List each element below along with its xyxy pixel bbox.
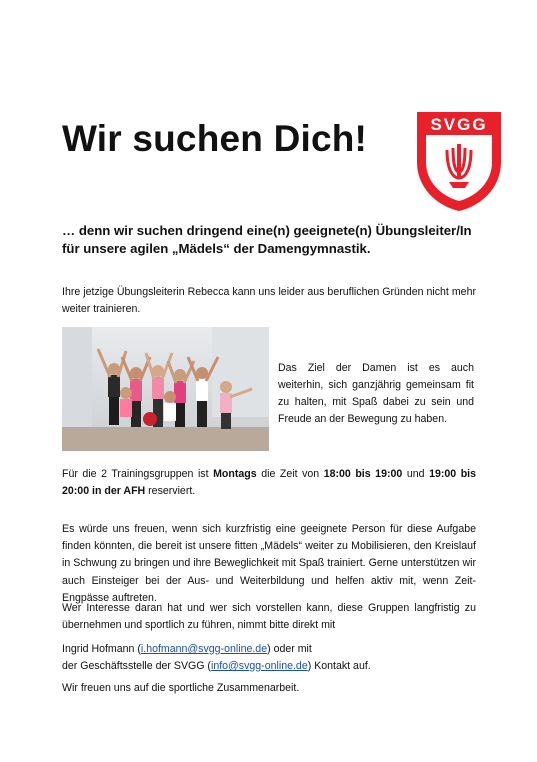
email-link-info[interactable]: info@svgg-online.de — [210, 660, 308, 672]
closing-line: Wir freuen uns auf die sportliche Zusammenarbeit. — [62, 682, 300, 694]
logo-top-text: SVGG — [430, 115, 488, 134]
email-link-hofmann[interactable]: i.hofmann@svgg-online.de — [140, 643, 268, 655]
lead-paragraph: … denn wir suchen dringend eine(n) geeignete(n) Übungsleiter/In für unsere agilen „Mädels“ der Damengymnastik. — [62, 223, 472, 256]
intro-paragraph: Ihre jetzige Übungsleiterin Rebecca kann uns leider aus beruflichen Gründen nicht mehr weiter trainieren. — [62, 286, 476, 316]
request-paragraph: Es würde uns freuen, wenn sich kurzfristig eine geeignete Person für diese Aufgabe finden könnten, die bereit ist unsere fitten „Mädels“ weiter zu Mobilisieren, den Kreislauf in Schwung zu bringen und ihre Beweglichkeit mit Spaß trainiert. Gerne unterstützen wir auch Einsteiger bei der Aus- und Weiterbildung und helfen aktiv mit, wenn Zeit-Engpässe auftreten. — [62, 523, 476, 604]
contact-line-hofmann: Ingrid Hofmann (i.hofmann@svgg-online.de) oder mit — [62, 643, 312, 655]
group-photo — [62, 327, 269, 451]
side-paragraph: Das Ziel der Damen ist es auch weiterhin, sich ganzjährig gemeinsam fit zu halten, mit Spaß dabei zu sein und Freude an der Bewegung zu haben. — [278, 362, 474, 425]
schedule-paragraph: Für die 2 Trainingsgruppen ist Montags die Zeit von 18:00 bis 19:00 und 19:00 bis 20:00 in der AFH reserviert. — [62, 468, 477, 498]
contact-line-office: der Geschäftsstelle der SVGG (info@svgg-online.de) Kontakt auf. — [62, 660, 371, 672]
interest-paragraph: Wer Interesse daran hat und wer sich vorstellen kann, diese Gruppen langfristig zu übernehmen und sportlich zu führen, nimmt bitte direkt mit — [62, 602, 476, 632]
page-title: Wir suchen Dich! — [62, 118, 368, 159]
logo-ring-text — [413, 108, 505, 214]
